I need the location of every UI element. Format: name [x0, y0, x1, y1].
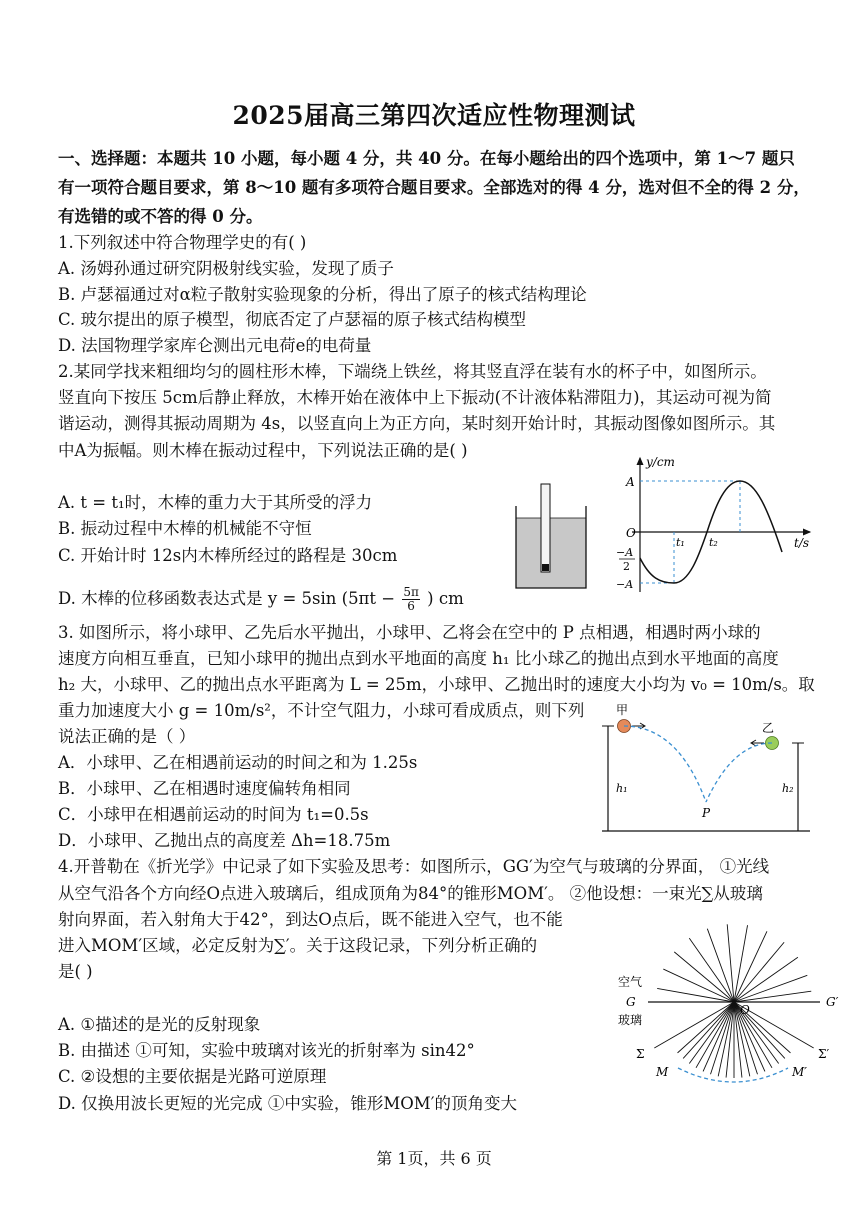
- section-instructions-line3: 有选错的或不答的得 0 分。: [58, 207, 263, 226]
- q1-option-b: B. 卢瑟福通过对α粒子散射实验现象的分析，得出了原子的核式结构理论: [58, 285, 587, 304]
- section-instructions-line1: 一、选择题：本题共 10 小题，每小题 4 分，共 40 分。在每小题给出的四个选项中，第 1～7 题只: [58, 149, 795, 168]
- g-prime-label: G′: [826, 995, 839, 1009]
- q2-stem-line2: 竖直向下按压 5cm后静止释放，木棒开始在液体中上下振动(不计液体粘滞阻力)，其运动可视为简: [58, 388, 772, 407]
- y-axis-label: y/cm: [646, 455, 675, 469]
- amplitude-label: A: [626, 475, 635, 489]
- h1-label: h₁: [616, 782, 628, 795]
- neg-amplitude-label: −A: [616, 578, 634, 591]
- q3-stem-line5: 说法正确的是（ ）: [58, 727, 196, 746]
- section-instructions-line2: 有一项符合题目要求，第 8～10 题有多项符合题目要求。全部选对的得 4 分，选对但不全的得 2 分，: [58, 178, 810, 197]
- q1-option-c: C. 玻尔提出的原子模型，彻底否定了卢瑟福的原子核式结构模型: [58, 310, 527, 329]
- q2-option-d-prefix: D. 木棒的位移函数表达式是 y = 5sin (5πt −: [58, 589, 396, 608]
- page-title: 2025届高三第四次适应性物理测试: [232, 101, 636, 130]
- m-prime-label: M′: [792, 1065, 808, 1079]
- q2-vibration-graph: [610, 452, 822, 598]
- q2-cup-figure: [512, 480, 592, 592]
- q2-option-c: C. 开始计时 12s内木棒所经过的路程是 30cm: [58, 546, 398, 565]
- jia-trajectory: [624, 726, 706, 802]
- q3-stem-line4: 重力加速度大小 g = 10m/s²，不计空气阻力，小球可看成质点，则下列: [58, 701, 585, 720]
- ball-yi-label: 乙: [762, 721, 775, 735]
- glass-ray: [683, 1002, 734, 1058]
- q3-option-c: C．小球甲在相遇前运动的时间为 t₁=0.5s: [58, 805, 369, 824]
- q3-stem-line2: 速度方向相互垂直，已知小球甲的抛出点到水平地面的高度 h₁ 比小球乙的抛出点到水平地面的高度: [58, 649, 779, 668]
- ball-jia-label: 甲: [616, 703, 629, 717]
- neg-half-a-bottom: 2: [623, 560, 630, 573]
- t2-label: t₂: [709, 536, 718, 549]
- sigma-prime-label: Σ′: [818, 1047, 830, 1061]
- q4-option-b: B. 由描述 ①可知，实验中玻璃对该光的折射率为 sin42°: [58, 1041, 475, 1060]
- q4-stem-line1: 4.开普勒在《折光学》中记录了如下实验及思考：如图所示，GG′为空气与玻璃的分界面， ①光线: [58, 857, 770, 876]
- meeting-point-label: P: [702, 806, 711, 820]
- q4-option-a: A. ①描述的是光的反射现象: [58, 1015, 261, 1034]
- g-label: G: [626, 995, 636, 1009]
- air-ray: [727, 924, 734, 1002]
- air-ray: [734, 925, 748, 1002]
- q2-option-d-suffix: ) cm: [427, 589, 464, 608]
- q1-stem: 1.下列叙述中符合物理学史的有( ): [58, 233, 307, 252]
- wooden-stick: [541, 484, 550, 572]
- t1-label: t₁: [676, 536, 685, 549]
- q2-option-d-frac-num: 5π: [403, 585, 419, 599]
- q3-projectile-figure: [598, 700, 820, 834]
- q4-stem-line3: 射向界面，若入射角大于42°，到达O点后，既不能进入空气，也不能: [58, 910, 563, 929]
- neg-half-a-top: −A: [616, 546, 634, 559]
- glass-ray: [703, 1002, 734, 1071]
- q2-stem-line3: 谐运动，测得其振动周期为 4s，以竖直向上为正方向，某时刻开始计时，其振动图像如图所示。其: [58, 414, 776, 433]
- q3-option-d: D．小球甲、乙抛出点的高度差 Δh=18.75m: [58, 831, 391, 850]
- q2-stem-line1: 2.某同学找来粗细均匀的圆柱形木棒，下端绕上铁丝，将其竖直浮在装有水的杯子中，如图所示。: [58, 362, 767, 381]
- q4-refraction-figure: [600, 920, 852, 1092]
- origin-label: O: [626, 526, 636, 540]
- o-label: O: [740, 1003, 750, 1017]
- light-rays: [654, 924, 813, 1078]
- q3-option-a: A．小球甲、乙在相遇前运动的时间之和为 1.25s: [58, 753, 418, 772]
- x-axis-label: t/s: [794, 536, 810, 550]
- q2-option-d-frac-den: 6: [407, 599, 415, 613]
- m-label: M: [656, 1065, 669, 1079]
- q3-stem-line1: 3. 如图所示，将小球甲、乙先后水平抛出，小球甲、乙将会在空中的 P 点相遇，相遇时两小球的: [58, 623, 761, 642]
- q2-option-b: B. 振动过程中木棒的机械能不守恒: [58, 519, 312, 538]
- q2-stem-line4: 中A为振幅。则木棒在振动过程中，下列说法正确的是( ): [58, 441, 468, 460]
- q3-stem-line3: h₂ 大，小球甲、乙的抛出点水平距离为 L = 25m，小球甲、乙抛出时的速度大小均为 v₀ = 10m/s。取: [58, 675, 815, 694]
- q3-option-b: B．小球甲、乙在相遇时速度偏转角相同: [58, 779, 351, 798]
- page-footer: 第 1页，共 6 页: [376, 1149, 492, 1168]
- air-ray: [657, 988, 734, 1002]
- q1-option-d: D. 法国物理学家库仑测出元电荷e的电荷量: [58, 336, 372, 355]
- q4-stem-line4: 进入MOM′区域，必定反射为∑′。关于这段记录，下列分析正确的: [58, 936, 538, 955]
- sigma-label: Σ: [636, 1047, 645, 1061]
- h2-label: h₂: [782, 782, 794, 795]
- cone-arc: [678, 1068, 788, 1082]
- air-ray: [734, 991, 811, 1002]
- q2-option-a: A. t = t₁时，木棒的重力大于其所受的浮力: [58, 493, 373, 512]
- q2-option-d: [58, 586, 464, 613]
- q4-stem-line5: 是( ): [58, 962, 93, 981]
- air-label: 空气: [618, 975, 643, 989]
- yi-trajectory: [706, 743, 772, 802]
- q4-option-d: D. 仅换用波长更短的光完成 ①中实验，锥形MOM′的顶角变大: [58, 1094, 517, 1113]
- cup-water: [516, 518, 586, 588]
- q1-option-a: A. 汤姆孙通过研究阴极射线实验，发现了质子: [58, 259, 394, 278]
- glass-label: 玻璃: [618, 1013, 643, 1027]
- sigma-ray: [654, 1002, 734, 1048]
- q4-option-c: C. ②设想的主要依据是光路可逆原理: [58, 1067, 327, 1086]
- q4-stem-line2: 从空气沿各个方向经O点进入玻璃后，组成顶角为84°的锥形MOM′。 ②他设想：一束光∑从玻璃: [58, 884, 763, 903]
- q2-option-d-fraction: [402, 586, 420, 613]
- iron-wire: [542, 564, 549, 571]
